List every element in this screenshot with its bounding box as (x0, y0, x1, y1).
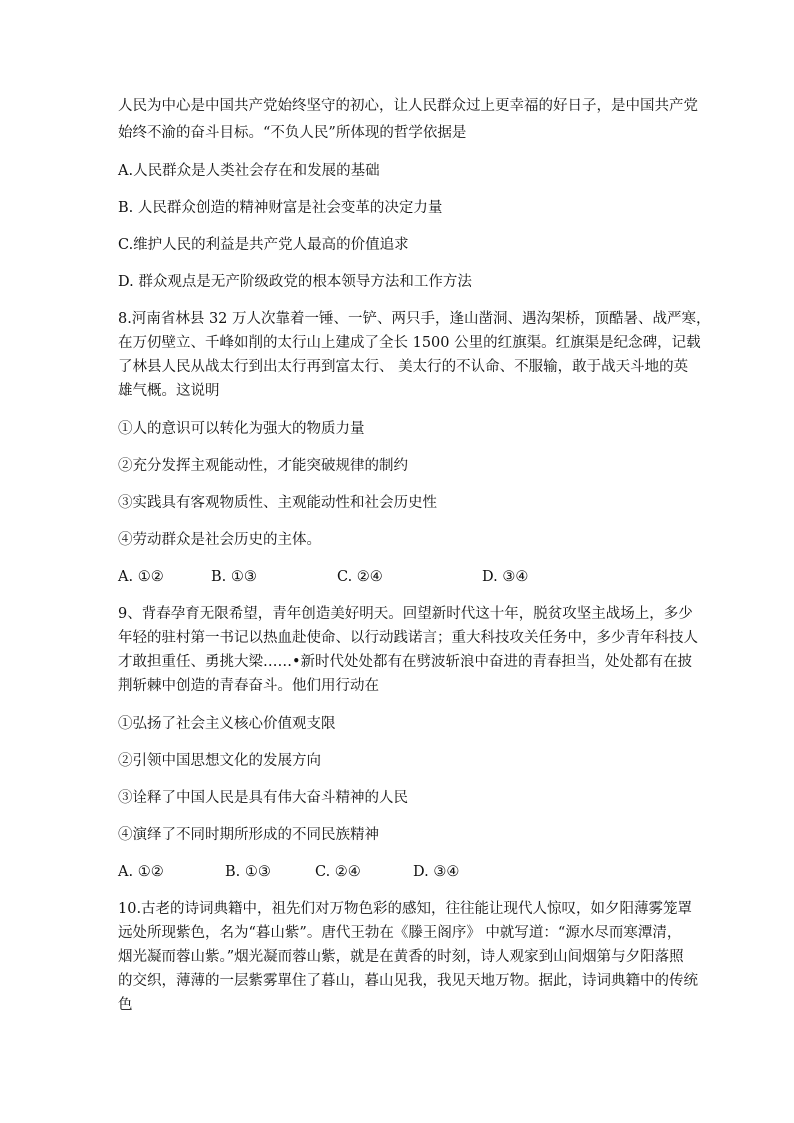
q8-item-4: ④劳动群众是社会历史的主体。 (118, 532, 321, 548)
q8-stem-line4: 雄气概。这说明 (118, 383, 220, 399)
q9-answer-d: D. ③④ (413, 864, 460, 880)
q7-option-d: D. 群众观点是无产阶级政党的根本领导方法和工作方法 (118, 274, 472, 290)
q7-option-c: C.维护人民的利益是共产党人最高的价值追求 (118, 237, 409, 253)
q10-stem-line2: 远处所现紫色，名为“暮山紫”。唐代王勃在《滕王阁序》 中就写道：“源水尽而寒潭清， (118, 925, 682, 941)
q9-item-3: ③诠释了中国人民是具有伟大奋斗精神的人民 (118, 790, 408, 806)
q8-item-3: ③实践具有客观物质性、主观能动性和社会历史性 (118, 495, 437, 511)
q8-answer-d: D. ③④ (482, 569, 529, 585)
q10-stem-line5: 色 (118, 997, 133, 1013)
q9-stem-line2: 年轻的驻村第一书记以热血赴使命、以行动践诺言；重大科技攻关任务中，多少青年科技人 (118, 630, 698, 646)
q7-option-a: A.人民群众是人类社会存在和发展的基础 (118, 163, 380, 179)
q8-answer-c: C. ②④ (337, 569, 383, 585)
q7-option-b: B. 人民群众创造的精神财富是社会变革的决定力量 (118, 200, 443, 216)
q9-answer-a: A. ①② (118, 864, 164, 880)
q9-answer-c: C. ②④ (315, 864, 361, 880)
q9-answer-b: B. ①③ (225, 864, 271, 880)
q9-stem-line4: 荆斩棘中创造的青春奋斗。他们用行动在 (118, 678, 379, 694)
q8-answer-b: B. ①③ (211, 569, 257, 585)
q8-stem-line2: 在万仞壁立、千峰如削的太行山上建成了全长 1500 公里的红旗渠。红旗渠是纪念碑，记载 (118, 335, 701, 351)
q9-item-1: ①弘扬了社会主义核心价值观支限 (118, 716, 336, 732)
q10-stem-line3: 烟光凝而蓉山紫。”烟光凝而蓉山紫，就是在黄香的时刻，诗人观家到山间烟第与夕阳落照 (118, 949, 684, 965)
q8-item-2: ②充分发挥主观能动性，才能突破规律的制约 (118, 458, 408, 474)
q10-stem-line4: 的交织，薄薄的一层紫雾單住了暮山，暮山见我，我见天地万物。据此，诗词典籍中的传统 (118, 973, 698, 989)
q8-stem-line3: 了林县人民从战太行到出太行再到富太行、 美太行的不认命、不服输，敢于战天斗地的英 (118, 359, 689, 375)
q9-item-4: ④演绎了不同时期所形成的不同民族精神 (118, 827, 379, 843)
q7-stem-line2: 始终不渝的奋斗目标。“不负人民”所体现的哲学依据是 (118, 125, 467, 141)
q7-stem-line1: 人民为中心是中国共产党始终坚守的初心，让人民群众过上更幸福的好日子，是中国共产党 (118, 98, 698, 114)
q8-stem-line1: 8.河南省林县 32 万人次靠着一锤、一铲、两只手，逢山凿洞、遇沟架桥，顶酷暑、战严寒， (118, 311, 711, 327)
q8-item-1: ①人的意识可以转化为强大的物质力量 (118, 421, 365, 437)
q8-answer-a: A. ①② (118, 569, 164, 585)
q9-stem-line3: 才敢担重任、勇挑大梁……•新时代处处都有在劈波斩浪中奋进的青春担当，处处都有在披 (118, 654, 693, 670)
q9-item-2: ②引领中国思想文化的发展方向 (118, 753, 321, 769)
q9-stem-line1: 9、背春孕育无限希望，青年创造美好明天。回望新时代这十年，脱贫攻坚主战场上，多少 (118, 606, 693, 622)
q10-stem-line1: 10.古老的诗词典籍中，祖先们对万物色彩的感知，往往能让现代人惊叹，如夕阳薄雾笼罩 (118, 901, 693, 917)
